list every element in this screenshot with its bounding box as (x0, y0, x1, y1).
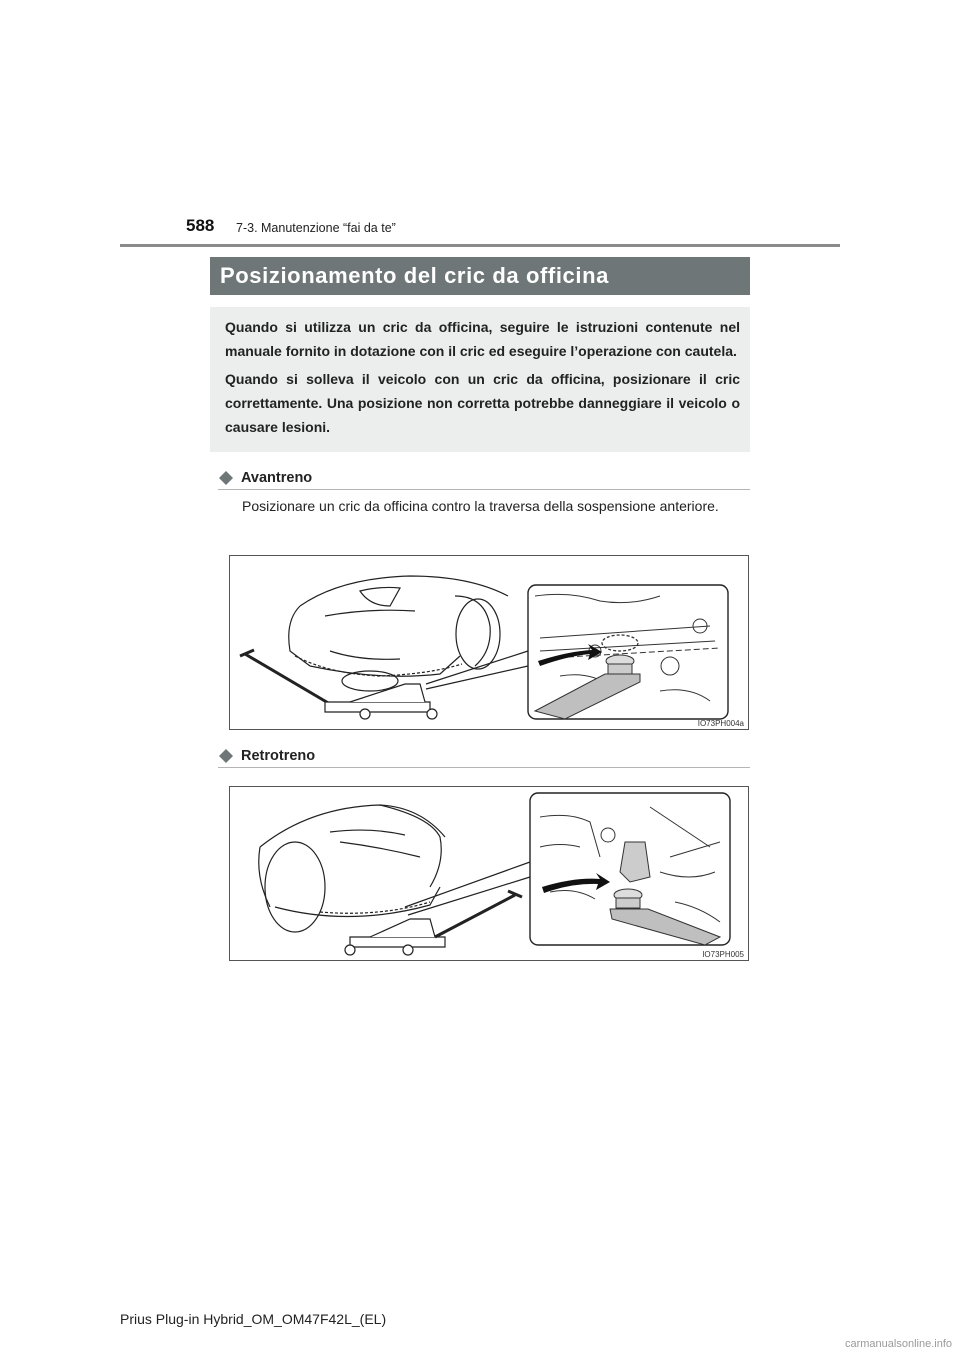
footer-doc-id: Prius Plug-in Hybrid_OM_OM47F42L_(EL) (120, 1311, 387, 1327)
intro-box (210, 307, 750, 452)
header-divider (120, 244, 840, 247)
figure-code-front: IO73PH004a (697, 719, 744, 728)
intro-paragraph-1: Quando si utilizza un cric da officina, seguire le istruzioni contenute nel manuale fornito in dotazione con il cric ed eseguire l’operazione con cautela. (225, 319, 740, 359)
front-instruction-text: Posizionare un cric da officina contro la traversa della sospensione anteriore. (242, 498, 719, 514)
front-jack-figure (229, 555, 749, 730)
subheading-rear-label: Retrotreno (241, 748, 316, 764)
intro-paragraph-2: Quando si solleva il veicolo con un cric da officina, posizionare il cric correttamente. Una posizione non corretta potrebbe danneggiare il veicolo o causare lesioni. (225, 371, 740, 435)
watermark: carmanualsonline.info (844, 1338, 952, 1350)
figure-code-rear: IO73PH005 (702, 950, 744, 959)
subheading-front (218, 467, 750, 490)
front-jack-illustration (230, 556, 748, 729)
rear-jack-illustration (230, 787, 748, 960)
page-title: Posizionamento del cric da officina (220, 263, 609, 288)
rear-jack-figure (229, 786, 749, 961)
section-title-bar (210, 257, 750, 295)
page-number: 588 (186, 216, 215, 235)
subheading-front-label: Avantreno (241, 470, 313, 486)
diamond-icon (218, 748, 234, 764)
subheading-rear (218, 745, 750, 768)
diamond-icon (218, 470, 234, 486)
section-breadcrumb: 7-3. Manutenzione “fai da te” (236, 221, 396, 235)
